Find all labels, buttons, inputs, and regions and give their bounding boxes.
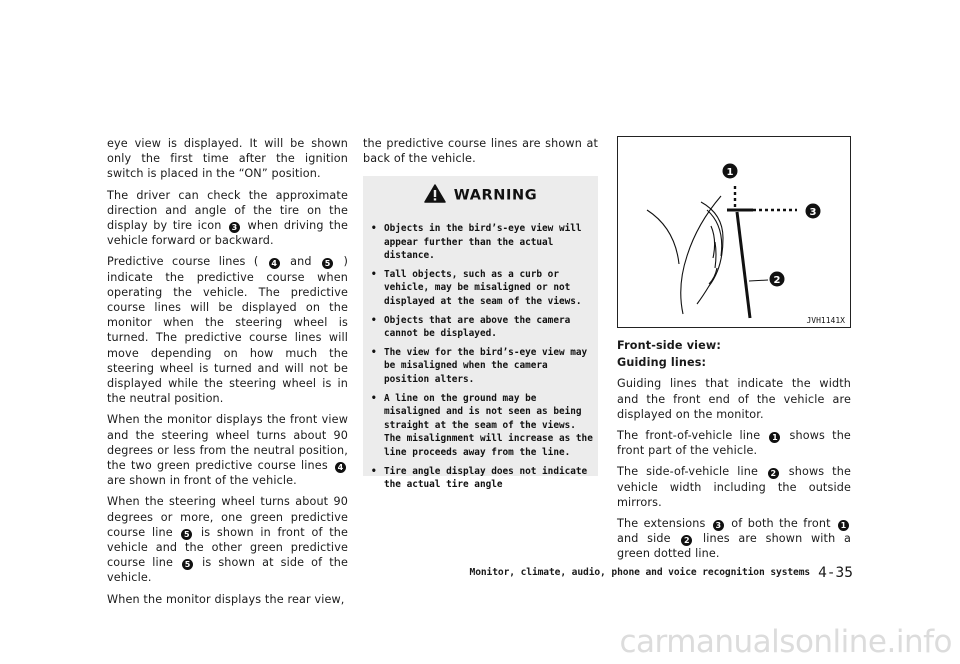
footer-section-title: Monitor, climate, audio, phone and voice recognition systems [469, 567, 811, 578]
callout-5-icon: 5 [182, 559, 193, 570]
warning-list [371, 222, 593, 497]
paragraph: eye view is displayed. It will be shown only the first time after the ignition switch is placed in the “ON” position. [107, 137, 348, 181]
callout-2-label: 2 [773, 275, 781, 286]
warning-item: • Objects in the bird’s-eye view will appear further than the actual distance. [371, 223, 582, 262]
callout-1-label: 1 [726, 167, 734, 178]
front-side-view-figure [617, 136, 851, 328]
text-column-right [617, 338, 851, 568]
warning-item: • A line on the ground may be misaligned and is not seen as being straight at the seam of the views. The misalignment will increase as the line proceeds away from the line. [371, 392, 593, 458]
warning-triangle-icon [424, 184, 446, 207]
warning-item: • The view for the bird’s-eye view may be misaligned when the camera position alters. [371, 346, 588, 385]
subsection-heading: Guiding lines: [617, 356, 707, 370]
paragraph: The front-of-vehicle line 1 shows the front part of the vehicle. [617, 429, 851, 458]
warning-item: • Tall objects, such as a curb or vehicle, may be misaligned or not displayed at the seam of the views. [371, 268, 582, 307]
warning-item: • Tire angle display does not indicate the actual tire angle [371, 465, 588, 491]
section-heading: Front-side view: [617, 339, 721, 352]
callout-3-icon: 3 [713, 520, 724, 531]
paragraph: The side-of-vehicle line 2 shows the vehicle width including the outside mirrors. [617, 465, 851, 509]
callout-1-icon: 1 [769, 432, 780, 443]
paragraph: When the steering wheel turns about 90 degrees or more, one green predictive course line 5 is shown in front of the vehicle and the other green predictive course line 5 is shown at side of the vehicle. [107, 495, 349, 585]
warning-title: WARNING [453, 187, 538, 204]
page-number: 4-35 [818, 564, 853, 581]
callout-5-icon: 5 [181, 529, 192, 540]
text-column-middle [363, 136, 598, 172]
paragraph: When the monitor displays the rear view, [107, 592, 345, 606]
callout-4-icon: 4 [269, 258, 280, 269]
callout-2-icon: 2 [681, 535, 692, 546]
callout-2-icon: 2 [768, 468, 779, 479]
warning-header [363, 184, 598, 207]
warning-item: • Objects that are above the camera cannot be displayed. [371, 314, 571, 340]
watermark: carmanualsonline.info [619, 624, 952, 660]
paragraph: When the monitor displays the front view and the steering wheel turns about 90 degrees or less from the neutral position, the two green predictive course lines 4 are shown in front of the vehicle. [107, 413, 348, 488]
paragraph: Predictive course lines ( 4 and 5 ) indicate the predictive course when operating the vehicle. The predictive course lines will be displayed on the monitor when the steering wheel is turned. The predictive course lines will move depending on how much the steering wheel is turned and will not be displayed while the steering wheel is in the neutral position. [107, 255, 348, 406]
figure-code: JVH1141X [806, 316, 845, 325]
callout-5-icon: 5 [322, 258, 333, 269]
callout-1-icon: 1 [838, 520, 849, 531]
paragraph: The extensions 3 of both the front 1 and side 2 lines are shown with a green dotted line. [617, 517, 851, 561]
figure-illustration [617, 136, 851, 328]
paragraph: the predictive course lines are shown at back of the vehicle. [363, 137, 598, 166]
paragraph: Guiding lines that indicate the width and the front end of the vehicle are displayed on the monitor. [617, 377, 851, 421]
callout-4-icon: 4 [335, 462, 346, 473]
paragraph: The driver can check the approximate direction and angle of the tire on the display by tire icon 3 when driving the vehicle forward or backward. [107, 188, 348, 248]
text-column-left [107, 136, 348, 613]
warning-box [363, 176, 598, 491]
callout-3-label: 3 [809, 207, 817, 218]
callout-3-icon: 3 [229, 222, 240, 233]
page-footer [470, 562, 853, 581]
